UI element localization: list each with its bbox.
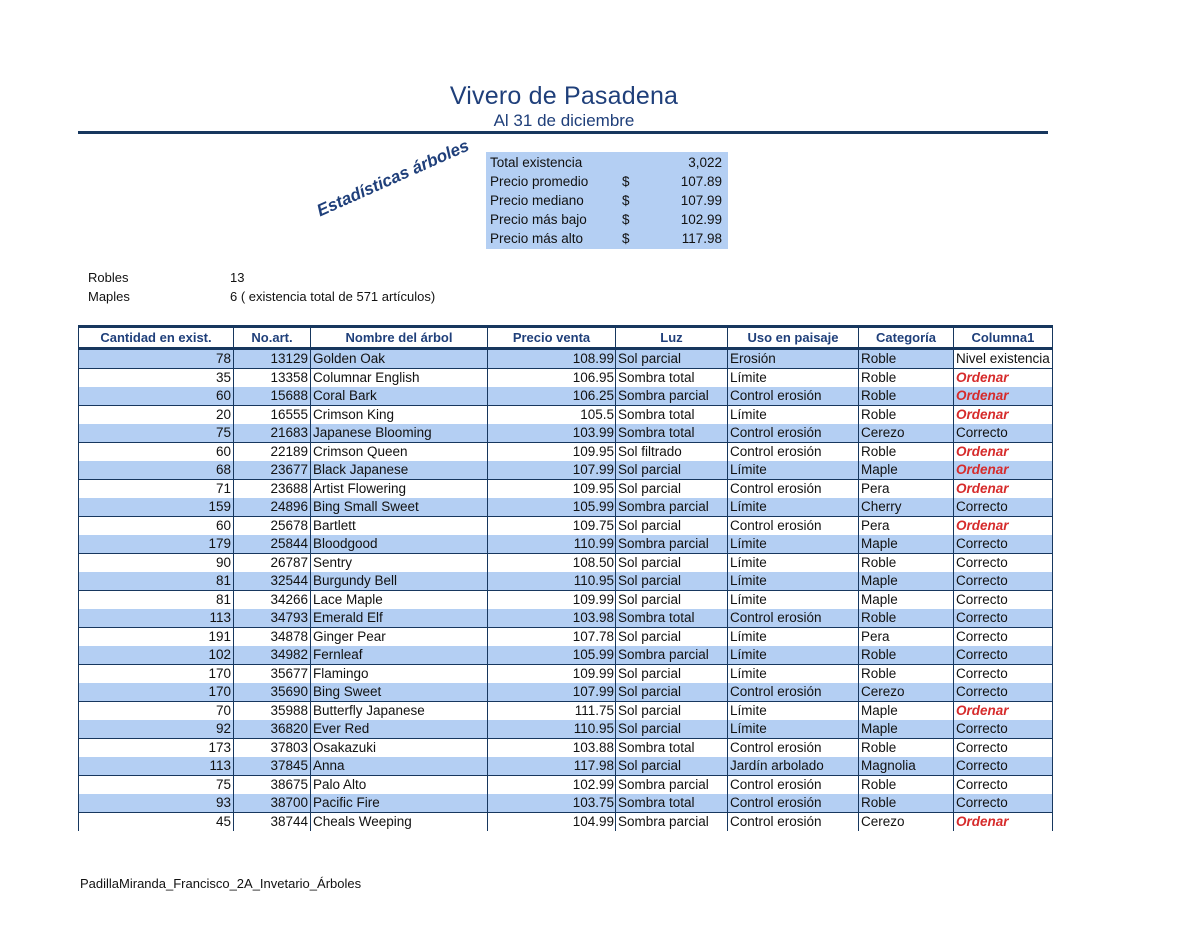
table-cell[interactable]: Pera [859, 480, 954, 499]
table-row [79, 461, 1053, 480]
table-cell[interactable]: Roble [859, 387, 954, 406]
table-cell[interactable]: Roble [859, 609, 954, 628]
column-header[interactable]: Luz [616, 327, 728, 349]
column-header[interactable]: Precio venta [488, 327, 616, 349]
summary-robles-value: 13 [230, 270, 245, 285]
table-cell[interactable]: 81 [79, 591, 234, 610]
table-cell[interactable]: Black Japanese [311, 461, 488, 480]
table-row [79, 683, 1053, 702]
table-cell[interactable]: Límite [728, 720, 859, 739]
table-cell[interactable]: Control erosión [728, 794, 859, 813]
table-cell[interactable]: Correcto [954, 665, 1053, 684]
table-cell[interactable]: Artist Flowering [311, 480, 488, 499]
table-cell[interactable]: 107.78 [488, 628, 616, 647]
stats-row-label: Precio más bajo [490, 212, 587, 227]
table-cell[interactable]: 78 [79, 349, 234, 369]
table-cell[interactable]: Burgundy Bell [311, 572, 488, 591]
stats-row-max [490, 229, 722, 248]
table-cell[interactable]: Correcto [954, 646, 1053, 665]
table-cell[interactable]: Sol parcial [616, 517, 728, 536]
table-cell[interactable]: 107.99 [488, 461, 616, 480]
table-cell[interactable]: 35677 [234, 665, 311, 684]
stats-row-currency: $ [622, 174, 630, 189]
table-cell[interactable]: 23688 [234, 480, 311, 499]
table-cell[interactable]: Palo Alto [311, 776, 488, 795]
table-cell[interactable]: 179 [79, 535, 234, 554]
table-cell[interactable]: 106.95 [488, 369, 616, 388]
table-cell[interactable]: Roble [859, 554, 954, 573]
table-cell[interactable]: Maple [859, 572, 954, 591]
table-cell[interactable]: Roble [859, 369, 954, 388]
table-cell[interactable]: 37845 [234, 757, 311, 776]
column-header[interactable]: Categoría [859, 327, 954, 349]
table-cell[interactable]: 109.99 [488, 591, 616, 610]
table-cell[interactable]: 37803 [234, 739, 311, 758]
stats-row-value: 107.89 [680, 174, 722, 189]
stats-row-total [490, 153, 722, 172]
table-cell[interactable]: 25844 [234, 535, 311, 554]
table-row [79, 517, 1053, 536]
table-cell[interactable]: Roble [859, 406, 954, 425]
table-cell[interactable]: Sombra parcial [616, 387, 728, 406]
table-cell[interactable]: Anna [311, 757, 488, 776]
table-cell[interactable]: Sombra parcial [616, 646, 728, 665]
table-cell[interactable]: Correcto [954, 794, 1053, 813]
table-cell[interactable]: Bloodgood [311, 535, 488, 554]
table-cell[interactable]: Roble [859, 443, 954, 462]
table-cell[interactable]: Bing Sweet [311, 683, 488, 702]
table-cell[interactable]: Ordenar [954, 406, 1053, 425]
table-cell[interactable]: Maple [859, 702, 954, 721]
table-cell[interactable]: Límite [728, 702, 859, 721]
column-header[interactable]: Uso en paisaje [728, 327, 859, 349]
table-cell[interactable]: Jardín arbolado [728, 757, 859, 776]
table-cell[interactable]: Roble [859, 739, 954, 758]
table-row [79, 702, 1053, 721]
table-cell[interactable]: 15688 [234, 387, 311, 406]
footer-filename: PadillaMiranda_Francisco_2A_Invetario_Árboles [80, 876, 362, 891]
table-cell[interactable]: 103.99 [488, 424, 616, 443]
table-cell[interactable]: 24896 [234, 498, 311, 517]
table-cell[interactable]: Ever Red [311, 720, 488, 739]
table-cell[interactable]: 34878 [234, 628, 311, 647]
table-row [79, 387, 1053, 406]
stats-row-label: Precio más alto [490, 231, 584, 246]
table-cell[interactable]: Maple [859, 720, 954, 739]
table-row [79, 776, 1053, 795]
table-cell[interactable]: Crimson King [311, 406, 488, 425]
table-cell[interactable]: 75 [79, 424, 234, 443]
table-cell[interactable]: 35690 [234, 683, 311, 702]
table-cell[interactable]: Límite [728, 554, 859, 573]
table-cell[interactable]: 170 [79, 683, 234, 702]
table-cell[interactable]: Sol filtrado [616, 443, 728, 462]
table-row [79, 349, 1053, 369]
table-cell[interactable]: Sombra parcial [616, 535, 728, 554]
table-row [79, 739, 1053, 758]
stats-row-average [490, 172, 722, 191]
table-cell[interactable]: Control erosión [728, 813, 859, 832]
table-cell[interactable]: Ordenar [954, 443, 1053, 462]
table-cell[interactable]: Ordenar [954, 702, 1053, 721]
table-cell[interactable]: 16555 [234, 406, 311, 425]
table-cell[interactable]: Roble [859, 665, 954, 684]
table-cell[interactable]: 109.95 [488, 443, 616, 462]
table-cell[interactable]: 107.99 [488, 683, 616, 702]
table-cell[interactable]: Lace Maple [311, 591, 488, 610]
table-cell[interactable]: 108.50 [488, 554, 616, 573]
table-cell[interactable]: Límite [728, 406, 859, 425]
table-row [79, 424, 1053, 443]
table-cell[interactable]: Control erosión [728, 480, 859, 499]
table-cell[interactable]: Control erosión [728, 443, 859, 462]
table-cell[interactable]: Sol parcial [616, 349, 728, 369]
table-cell[interactable]: 26787 [234, 554, 311, 573]
table-cell[interactable]: Límite [728, 535, 859, 554]
column-header[interactable]: Columna1 [954, 327, 1053, 349]
table-cell[interactable]: Sol parcial [616, 591, 728, 610]
table-cell[interactable]: Sombra total [616, 794, 728, 813]
table-row [79, 480, 1053, 499]
table-cell[interactable]: 38744 [234, 813, 311, 832]
table-cell[interactable]: 34793 [234, 609, 311, 628]
table-cell[interactable]: Límite [728, 591, 859, 610]
table-cell[interactable]: Sombra parcial [616, 498, 728, 517]
table-body [79, 349, 1053, 832]
table-cell[interactable]: Roble [859, 646, 954, 665]
table-cell[interactable]: 104.99 [488, 813, 616, 832]
table-row [79, 609, 1053, 628]
summary-maples-label: Maples [88, 289, 130, 304]
table-cell[interactable]: 38700 [234, 794, 311, 813]
table-cell[interactable]: Sol parcial [616, 720, 728, 739]
table-cell[interactable]: Sombra total [616, 369, 728, 388]
table-cell[interactable]: Nivel existencia [954, 349, 1053, 369]
table-cell[interactable]: 191 [79, 628, 234, 647]
table-cell[interactable]: 110.99 [488, 535, 616, 554]
table-cell[interactable]: 92 [79, 720, 234, 739]
table-cell[interactable]: Butterfly Japanese [311, 702, 488, 721]
table-cell[interactable]: Límite [728, 628, 859, 647]
table-cell[interactable]: Sombra total [616, 609, 728, 628]
page-subtitle: Al 31 de diciembre [493, 111, 635, 130]
table-cell[interactable]: Correcto [954, 498, 1053, 517]
title-rule [78, 131, 1048, 134]
table-cell[interactable]: Sol parcial [616, 461, 728, 480]
table-cell[interactable]: 36820 [234, 720, 311, 739]
table-cell[interactable]: Límite [728, 498, 859, 517]
page-title: Vivero de Pasadena [449, 82, 679, 110]
table-row [79, 646, 1053, 665]
table-cell[interactable]: Límite [728, 665, 859, 684]
table-cell[interactable]: Límite [728, 461, 859, 480]
table-cell[interactable]: Control erosión [728, 776, 859, 795]
table-cell[interactable]: Sol parcial [616, 702, 728, 721]
stats-row-value: 117.98 [681, 231, 722, 246]
table-row [79, 369, 1053, 388]
table-cell[interactable]: Correcto [954, 628, 1053, 647]
table-cell[interactable]: Límite [728, 369, 859, 388]
table-cell[interactable]: Roble [859, 349, 954, 369]
stats-row-median [490, 191, 722, 210]
table-cell[interactable]: Correcto [954, 424, 1053, 443]
table-cell[interactable]: 13129 [234, 349, 311, 369]
stats-row-currency: $ [622, 212, 630, 227]
column-header[interactable]: No.art. [234, 327, 311, 349]
table-cell[interactable]: 109.99 [488, 665, 616, 684]
stats-row-label: Precio promedio [490, 174, 589, 189]
table-cell[interactable]: Ginger Pear [311, 628, 488, 647]
table-cell[interactable]: 68 [79, 461, 234, 480]
table-cell[interactable]: Sombra total [616, 424, 728, 443]
table-cell[interactable]: Control erosión [728, 424, 859, 443]
table-cell[interactable]: Control erosión [728, 609, 859, 628]
table-cell[interactable]: 117.98 [488, 757, 616, 776]
table-cell[interactable]: Emerald Elf [311, 609, 488, 628]
summary-robles-label: Robles [88, 270, 129, 285]
table-cell[interactable]: Maple [859, 591, 954, 610]
table-cell[interactable]: Ordenar [954, 813, 1053, 832]
table-cell[interactable]: Límite [728, 646, 859, 665]
table-cell[interactable]: Bing Small Sweet [311, 498, 488, 517]
table-cell[interactable]: Ordenar [954, 517, 1053, 536]
table-cell[interactable]: 113 [79, 609, 234, 628]
table-cell[interactable]: Maple [859, 535, 954, 554]
table-cell[interactable]: 102 [79, 646, 234, 665]
table-cell[interactable]: Osakazuki [311, 739, 488, 758]
table-cell[interactable]: 110.95 [488, 572, 616, 591]
table-row [79, 813, 1053, 832]
inventory-table [78, 325, 1053, 831]
table-cell[interactable]: Sol parcial [616, 572, 728, 591]
table-cell[interactable]: 60 [79, 443, 234, 462]
table-cell[interactable]: 70 [79, 702, 234, 721]
table-cell[interactable]: 60 [79, 517, 234, 536]
table-cell[interactable]: 159 [79, 498, 234, 517]
table-row [79, 591, 1053, 610]
table-cell[interactable]: 102.99 [488, 776, 616, 795]
table-cell[interactable]: Correcto [954, 683, 1053, 702]
table-cell[interactable]: Pacific Fire [311, 794, 488, 813]
table-cell[interactable]: Ordenar [954, 369, 1053, 388]
table-cell[interactable]: Ordenar [954, 387, 1053, 406]
table-cell[interactable]: 45 [79, 813, 234, 832]
table-cell[interactable]: 38675 [234, 776, 311, 795]
table-cell[interactable]: Sol parcial [616, 480, 728, 499]
table-cell[interactable]: Correcto [954, 739, 1053, 758]
table-cell[interactable]: 93 [79, 794, 234, 813]
stats-row-value: 107.99 [680, 193, 722, 208]
table-cell[interactable]: Cherry [859, 498, 954, 517]
table-cell[interactable]: Correcto [954, 535, 1053, 554]
table-cell[interactable]: 173 [79, 739, 234, 758]
table-cell[interactable]: Flamingo [311, 665, 488, 684]
table-cell[interactable]: 25678 [234, 517, 311, 536]
table-cell[interactable]: 60 [79, 387, 234, 406]
stats-row-min [490, 210, 722, 229]
table-cell[interactable]: 109.75 [488, 517, 616, 536]
table-cell[interactable]: 103.75 [488, 794, 616, 813]
table-cell[interactable]: Sol parcial [616, 683, 728, 702]
summary-maples [88, 289, 436, 304]
table-cell[interactable]: 13358 [234, 369, 311, 388]
stats-row-currency: $ [622, 193, 630, 208]
table-cell[interactable]: 108.99 [488, 349, 616, 369]
table-cell[interactable]: Ordenar [954, 461, 1053, 480]
table-cell[interactable]: 75 [79, 776, 234, 795]
stats-row-label: Total existencia [490, 155, 583, 170]
table-cell[interactable]: 170 [79, 665, 234, 684]
summary-maples-value: 6 ( existencia total de 571 artículos) [230, 289, 436, 304]
table-cell[interactable]: 103.98 [488, 609, 616, 628]
table-header-row [79, 327, 1053, 349]
table-cell[interactable]: Cerezo [859, 424, 954, 443]
table-row [79, 628, 1053, 647]
table-cell[interactable]: Sol parcial [616, 554, 728, 573]
table-cell[interactable]: Golden Oak [311, 349, 488, 369]
table-row [79, 572, 1053, 591]
table-cell[interactable]: Cerezo [859, 813, 954, 832]
table-cell[interactable]: 71 [79, 480, 234, 499]
table-cell[interactable]: Sombra total [616, 406, 728, 425]
table-cell[interactable]: 81 [79, 572, 234, 591]
table-row [79, 554, 1053, 573]
table-cell[interactable]: 103.88 [488, 739, 616, 758]
table-cell[interactable]: 113 [79, 757, 234, 776]
table-cell[interactable]: Roble [859, 776, 954, 795]
table-cell[interactable]: Sombra total [616, 739, 728, 758]
table-cell[interactable]: Erosión [728, 349, 859, 369]
column-header[interactable]: Cantidad en exist. [79, 327, 234, 349]
table-cell[interactable]: Cerezo [859, 683, 954, 702]
table-cell[interactable]: Control erosión [728, 387, 859, 406]
table-cell[interactable]: Cheals Weeping [311, 813, 488, 832]
stats-row-currency: $ [622, 231, 630, 246]
table-cell[interactable]: Bartlett [311, 517, 488, 536]
table-cell[interactable]: Crimson Queen [311, 443, 488, 462]
table-cell[interactable]: 35 [79, 369, 234, 388]
table-cell[interactable]: Pera [859, 517, 954, 536]
table-cell[interactable]: Ordenar [954, 480, 1053, 499]
table-cell[interactable]: Sentry [311, 554, 488, 573]
table-cell[interactable]: Correcto [954, 776, 1053, 795]
table-cell[interactable]: Sombra parcial [616, 776, 728, 795]
table-cell[interactable]: Control erosión [728, 517, 859, 536]
table-cell[interactable]: Correcto [954, 609, 1053, 628]
table-row [79, 498, 1053, 517]
table-cell[interactable]: 34266 [234, 591, 311, 610]
table-cell[interactable]: 105.5 [488, 406, 616, 425]
table-cell[interactable]: 32544 [234, 572, 311, 591]
table-cell[interactable]: 109.95 [488, 480, 616, 499]
table-cell[interactable]: Sol parcial [616, 628, 728, 647]
stats-box [486, 152, 728, 249]
table-row [79, 665, 1053, 684]
table-cell[interactable]: 111.75 [488, 702, 616, 721]
table-cell[interactable]: 20 [79, 406, 234, 425]
table-cell[interactable]: Coral Bark [311, 387, 488, 406]
table-cell[interactable]: Control erosión [728, 683, 859, 702]
table-cell[interactable]: 90 [79, 554, 234, 573]
table-row [79, 720, 1053, 739]
summary-robles [88, 270, 245, 285]
table-cell[interactable]: Sol parcial [616, 665, 728, 684]
stats-row-label: Precio mediano [490, 193, 584, 208]
stats-row-value: 3,022 [688, 155, 722, 170]
table-cell[interactable]: Magnolia [859, 757, 954, 776]
table-cell[interactable]: Japanese Blooming [311, 424, 488, 443]
table-cell[interactable]: 23677 [234, 461, 311, 480]
table-cell[interactable]: Correcto [954, 554, 1053, 573]
table-row [79, 757, 1053, 776]
table-cell[interactable]: Columnar English [311, 369, 488, 388]
table-cell[interactable]: Correcto [954, 572, 1053, 591]
column-header[interactable]: Nombre del árbol [311, 327, 488, 349]
table-cell[interactable]: Roble [859, 794, 954, 813]
table-cell[interactable]: 34982 [234, 646, 311, 665]
table-cell[interactable]: 106.25 [488, 387, 616, 406]
stats-label: Estadísticas árboles [313, 135, 472, 221]
table-cell[interactable]: 22189 [234, 443, 311, 462]
table-cell[interactable]: Correcto [954, 591, 1053, 610]
table-cell[interactable]: 110.95 [488, 720, 616, 739]
table-cell[interactable]: Fernleaf [311, 646, 488, 665]
table-cell[interactable]: 105.99 [488, 498, 616, 517]
table-cell[interactable]: Límite [728, 572, 859, 591]
table-cell[interactable]: 21683 [234, 424, 311, 443]
table-cell[interactable]: Maple [859, 461, 954, 480]
table-row [79, 443, 1053, 462]
table-cell[interactable]: Sombra parcial [616, 813, 728, 832]
table-row [79, 794, 1053, 813]
table-row [79, 406, 1053, 425]
table-cell[interactable]: Control erosión [728, 739, 859, 758]
table-cell[interactable]: Pera [859, 628, 954, 647]
table-cell[interactable]: 105.99 [488, 646, 616, 665]
table-row [79, 535, 1053, 554]
stats-row-value: 102.99 [680, 212, 722, 227]
table-cell[interactable]: Correcto [954, 720, 1053, 739]
table-cell[interactable]: Correcto [954, 757, 1053, 776]
table-cell[interactable]: Sol parcial [616, 757, 728, 776]
table-cell[interactable]: 35988 [234, 702, 311, 721]
